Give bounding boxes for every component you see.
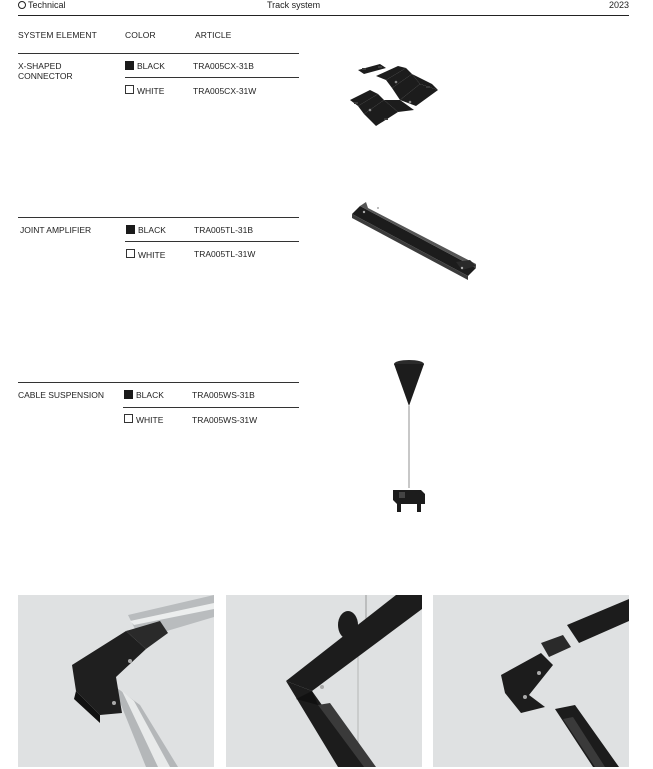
variant-article: TRA005CX-31W (193, 86, 257, 96)
black-swatch (126, 225, 135, 234)
variant-article: TRA005WS-31W (192, 415, 258, 425)
header-year: 2023 (608, 0, 629, 10)
product-name-line: CABLE SUSPENSION (18, 390, 104, 400)
row-divider (123, 407, 299, 408)
column-header-element: SYSTEM ELEMENT (18, 30, 97, 40)
row-divider (125, 241, 299, 242)
cable-suspension-image (385, 358, 435, 518)
row-divider (18, 382, 299, 383)
variant-article: TRA005TL-31W (194, 249, 256, 259)
product-name-line: CONNECTOR (18, 71, 73, 81)
variant-color: WHITE (138, 250, 166, 260)
row-divider (18, 53, 299, 54)
header-divider (18, 15, 629, 16)
product-name (20, 225, 91, 235)
variant-color: WHITE (136, 415, 164, 425)
black-swatch (124, 390, 133, 399)
header-section (18, 0, 66, 11)
product-name-line: JOINT AMPLIFIER (20, 225, 92, 235)
product-name-line: X-SHAPED (18, 61, 62, 71)
product-name (18, 390, 104, 400)
exploded-connector-photo (433, 595, 629, 767)
corner-connector-photo (18, 595, 214, 767)
column-header-color: COLOR (125, 30, 156, 40)
joint-amplifier-image (348, 200, 480, 282)
black-swatch (125, 61, 134, 70)
variant-color: WHITE (137, 86, 165, 96)
variant-color: BLACK (138, 225, 166, 235)
product-name (18, 61, 73, 81)
header-section-label: Technical (28, 0, 66, 10)
column-header-article: ARTICLE (195, 30, 232, 40)
x-connector-image (340, 60, 450, 130)
variant-article: TRA005WS-31B (192, 390, 255, 400)
variant-color: BLACK (137, 61, 165, 71)
header-title: Track system (267, 0, 321, 10)
row-divider (125, 77, 299, 78)
row-divider (18, 217, 299, 218)
variant-article: TRA005TL-31B (194, 225, 254, 235)
suspended-track-photo (226, 595, 422, 767)
white-swatch (125, 85, 134, 94)
variant-color: BLACK (136, 390, 164, 400)
circle-bullet-icon (18, 1, 26, 9)
variant-article: TRA005CX-31B (193, 61, 254, 71)
white-swatch (126, 249, 135, 258)
white-swatch (124, 414, 133, 423)
